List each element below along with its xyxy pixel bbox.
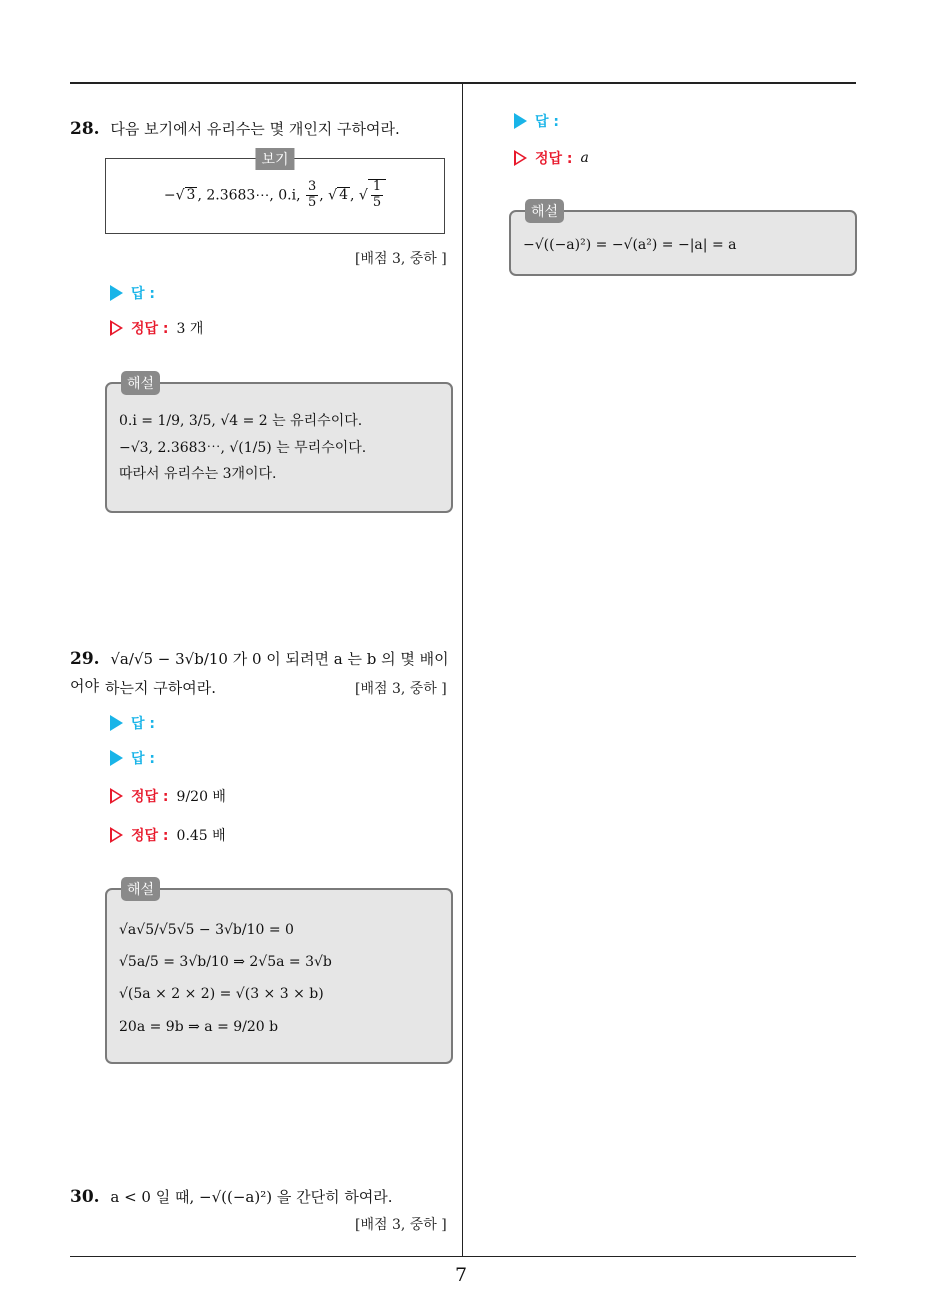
answer-arrow-icon xyxy=(110,750,123,766)
correct-arrow-icon xyxy=(110,320,123,336)
q28-answer-line[interactable] xyxy=(110,283,155,303)
q29-correct-label: 정답 : xyxy=(131,789,169,805)
q28-solution-line: 따라서 유리수는 3개이다. xyxy=(119,466,277,483)
q29-solution-line: √5a/5 = 3√b/10 ⇒ 2√5a = 3√b xyxy=(119,954,332,971)
answer-arrow-icon xyxy=(514,113,527,129)
q29-number: 29. xyxy=(70,649,100,669)
q29-solution-line: √a√5/√5√5 − 3√b/10 = 0 xyxy=(119,922,294,938)
q30-answer-label: 답 : xyxy=(535,114,559,130)
q28-bogi-label: 보기 xyxy=(255,148,294,170)
q30-text: a < 0 일 때, −√((−a)²) 을 간단히 하여라. xyxy=(110,1188,393,1206)
q28-number: 28. xyxy=(70,119,100,139)
q30-question xyxy=(70,1186,455,1207)
column-divider xyxy=(462,84,463,1257)
q28-score: [배점 3, 중하 ] xyxy=(355,251,447,267)
q29-solution-body xyxy=(107,890,451,1053)
q28-solution-line: 0.i̇ = 1/9, 3/5, √4 = 2 는 유리수이다. xyxy=(119,413,363,429)
q28-question xyxy=(70,118,455,139)
q29-correct-label: 정답 : xyxy=(131,828,169,844)
answer-arrow-icon xyxy=(110,285,123,301)
q29-solution-line: √(5a × 2 × 2) = √(3 × 3 × b) xyxy=(119,986,324,1003)
q29-answer-line-1[interactable] xyxy=(110,713,155,733)
q29-score: [배점 3, 중하 ] xyxy=(355,681,447,697)
bottom-rule xyxy=(70,1256,856,1257)
q28-correct-label: 정답 : xyxy=(131,321,169,337)
q28-solution-body xyxy=(107,384,451,498)
q30-solution-line: −√((−a)²) = −√(a²) = −|a| = a xyxy=(523,237,737,253)
q29-answer-label: 답 : xyxy=(131,716,155,732)
q30-correct-label: 정답 : xyxy=(535,151,573,167)
correct-arrow-icon xyxy=(110,827,123,843)
q28-correct-value: 3 개 xyxy=(176,321,204,337)
q29-text-line2-wrap xyxy=(105,677,216,698)
q29-answer-label: 답 : xyxy=(131,751,155,767)
q28-bogi-items: −√ 3 , 2.3683⋯, 0.i̇, $\frac{3}{5}$ , √ 4 , √ $\frac{1}{5}$ xyxy=(106,179,444,211)
q28-solution-line: −√3, 2.3683⋯, √(1/5) 는 무리수이다. xyxy=(119,439,367,456)
q29-correct-value-2: 0.45 배 xyxy=(176,828,226,844)
correct-arrow-icon xyxy=(110,788,123,804)
q29-correct-line-2 xyxy=(110,825,226,845)
q30-number: 30. xyxy=(70,1187,100,1207)
q28-bogi-box xyxy=(105,152,445,234)
top-rule xyxy=(70,82,856,84)
q28-correct-line xyxy=(110,318,203,338)
q29-solution-box xyxy=(105,882,453,1064)
q28-text: 다음 보기에서 유리수는 몇 개인지 구하여라. xyxy=(110,120,400,138)
q29-correct-value-1: 9/20 배 xyxy=(176,789,226,805)
correct-arrow-icon xyxy=(514,150,527,166)
q30-solution-tag: 해설 xyxy=(525,199,564,223)
q29-answer-line-2[interactable] xyxy=(110,748,155,768)
q28-solution-tag: 해설 xyxy=(121,371,160,395)
q30-score: [배점 3, 중하 ] xyxy=(355,1217,447,1233)
q29-text-line2: 하는지 구하여라. xyxy=(105,679,216,697)
q29-text-line1: √a/√5 − 3√b/10 가 0 이 되려면 a 는 b 의 몇 배이어야 xyxy=(70,650,449,695)
q30-correct-line xyxy=(514,148,589,168)
q29-solution-line: 20a = 9b ⇒ a = 9/20 b xyxy=(119,1018,279,1035)
q30-answer-line[interactable] xyxy=(514,111,559,131)
q30-correct-value: a xyxy=(580,150,589,166)
page-number: 7 xyxy=(455,1264,468,1286)
q29-correct-line-1 xyxy=(110,786,226,806)
q28-answer-label: 답 : xyxy=(131,286,155,302)
q30-solution-box xyxy=(509,204,857,276)
q28-solution-box xyxy=(105,376,453,513)
answer-arrow-icon xyxy=(110,715,123,731)
q29-solution-tag: 해설 xyxy=(121,877,160,901)
